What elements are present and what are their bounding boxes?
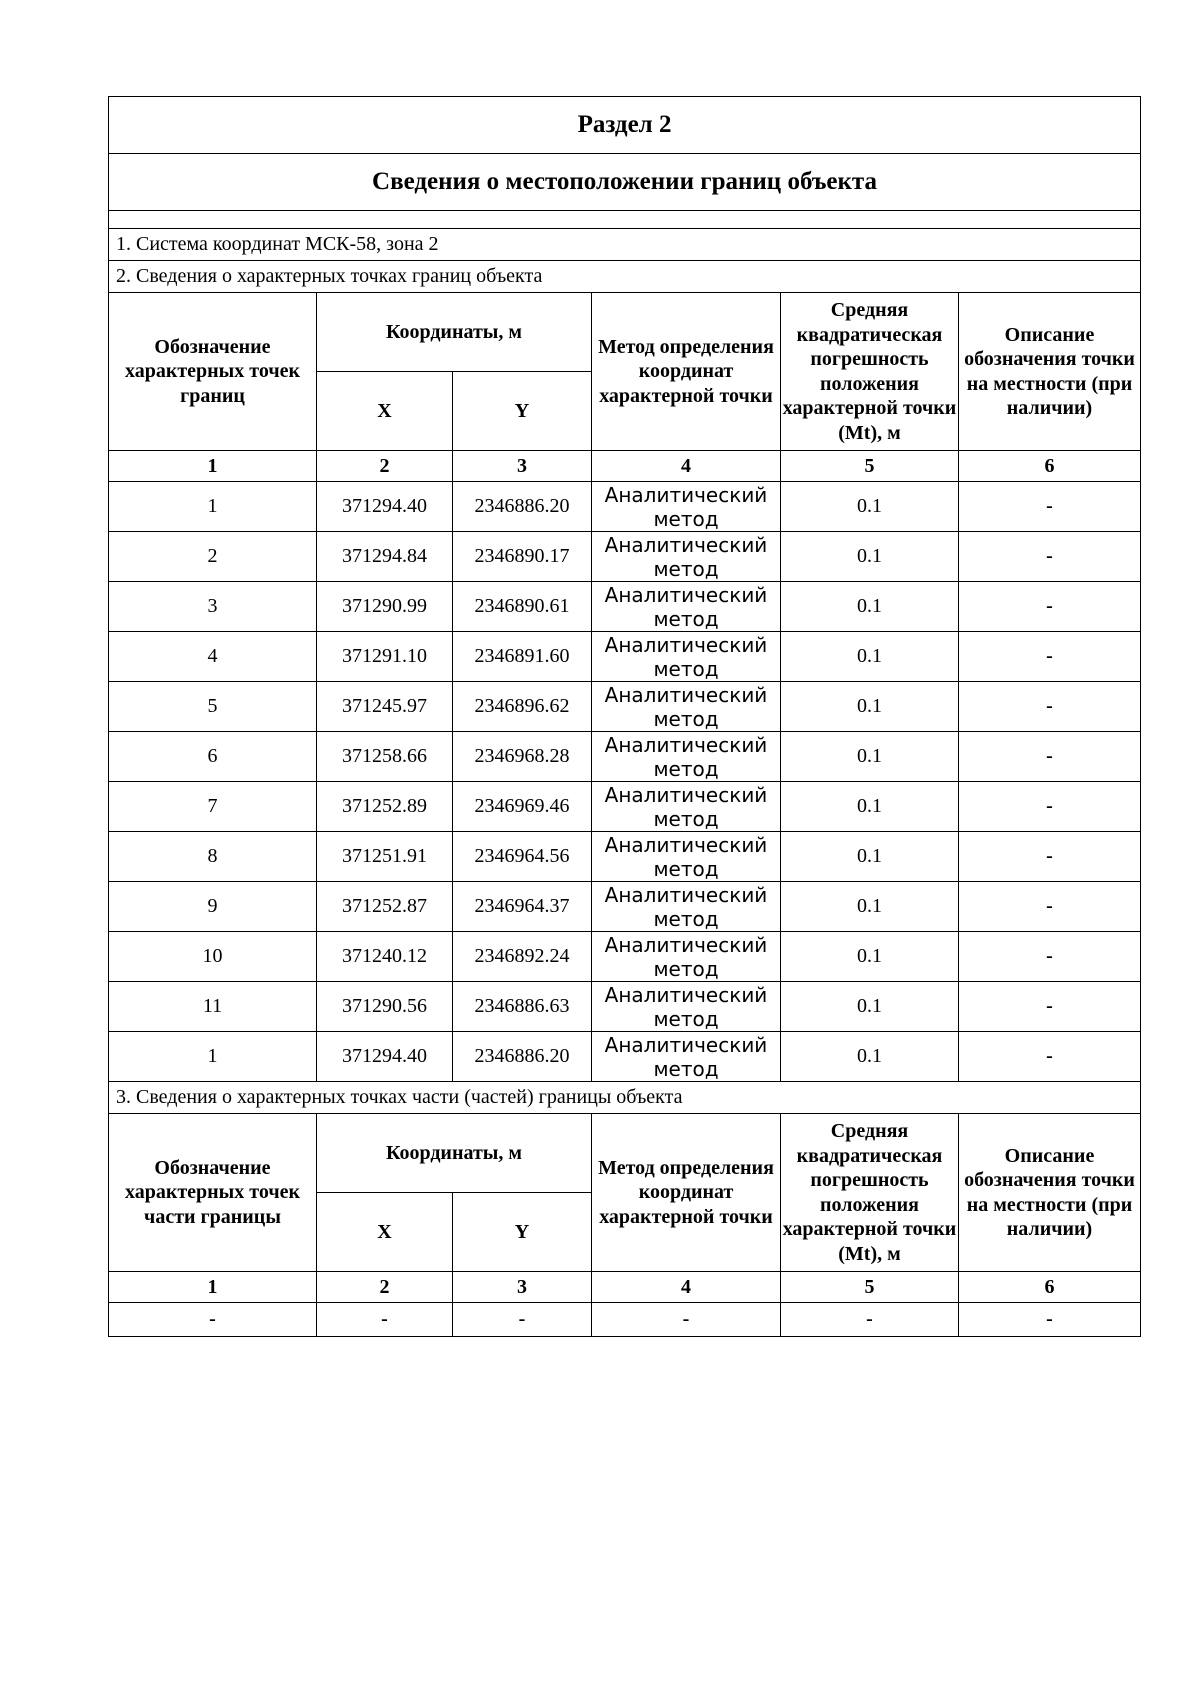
header-error: Средняя квадратическая погрешность положения характерной точки (Mt), м	[781, 293, 959, 451]
point-desc-cell: -	[959, 482, 1141, 532]
col-number: 1	[109, 1272, 317, 1303]
col-number: 2	[317, 1272, 453, 1303]
table-row	[109, 882, 1141, 932]
column-number-row	[109, 1272, 1141, 1303]
point-method-cell: Аналитический метод	[592, 482, 781, 532]
point-method-cell: Аналитический метод	[592, 832, 781, 882]
col-number: 4	[592, 1272, 781, 1303]
col-number: 6	[959, 1272, 1141, 1303]
header-method: Метод определения координат характерной точки	[592, 1114, 781, 1272]
point-method-cell: Аналитический метод	[592, 582, 781, 632]
point-method-cell: Аналитический метод	[592, 682, 781, 732]
point-mt-cell: 0.1	[781, 932, 959, 982]
point-desc-cell: -	[959, 882, 1141, 932]
column-number-row	[109, 451, 1141, 482]
header-coords: Координаты, м	[317, 1114, 592, 1193]
header-description: Описание обозначения точки на местности (при наличии)	[959, 293, 1141, 451]
col-number: 2	[317, 451, 453, 482]
table-row	[109, 582, 1141, 632]
parts-cell: -	[109, 1303, 317, 1337]
point-desc-cell: -	[959, 682, 1141, 732]
point-method-cell: Аналитический метод	[592, 632, 781, 682]
point-y-cell: 2346896.62	[453, 682, 592, 732]
col-number: 3	[453, 1272, 592, 1303]
col-number: 5	[781, 451, 959, 482]
header-y: Y	[453, 372, 592, 451]
point-desc-cell: -	[959, 732, 1141, 782]
parts-cell: -	[317, 1303, 453, 1337]
point-id-cell: 11	[109, 982, 317, 1032]
point-desc-cell: -	[959, 632, 1141, 682]
point-desc-cell: -	[959, 932, 1141, 982]
point-y-cell: 2346890.61	[453, 582, 592, 632]
table-row	[109, 782, 1141, 832]
parts-cell: -	[781, 1303, 959, 1337]
header-x: X	[317, 372, 453, 451]
point-id-cell: 10	[109, 932, 317, 982]
point-x-cell: 371251.91	[317, 832, 453, 882]
table-row	[109, 932, 1141, 982]
point-method-cell: Аналитический метод	[592, 1032, 781, 1082]
point-mt-cell: 0.1	[781, 632, 959, 682]
header-point-label: Обозначение характерных точек границ	[109, 293, 317, 451]
table-row	[109, 532, 1141, 582]
point-mt-cell: 0.1	[781, 832, 959, 882]
point-x-cell: 371258.66	[317, 732, 453, 782]
point-x-cell: 371252.89	[317, 782, 453, 832]
point-desc-cell: -	[959, 582, 1141, 632]
point-mt-cell: 0.1	[781, 732, 959, 782]
point-mt-cell: 0.1	[781, 982, 959, 1032]
table-row	[109, 982, 1141, 1032]
point-mt-cell: 0.1	[781, 682, 959, 732]
point-mt-cell: 0.1	[781, 1032, 959, 1082]
point-mt-cell: 0.1	[781, 882, 959, 932]
col-number: 4	[592, 451, 781, 482]
point-mt-cell: 0.1	[781, 532, 959, 582]
point-desc-cell: -	[959, 832, 1141, 882]
point-x-cell: 371294.84	[317, 532, 453, 582]
point-desc-cell: -	[959, 532, 1141, 582]
point-y-cell: 2346968.28	[453, 732, 592, 782]
header-x: X	[317, 1193, 453, 1272]
points-heading: 2. Сведения о характерных точках границ объекта	[109, 261, 1141, 293]
point-x-cell: 371294.40	[317, 1032, 453, 1082]
point-y-cell: 2346886.20	[453, 1032, 592, 1082]
point-method-cell: Аналитический метод	[592, 932, 781, 982]
parts-cell: -	[959, 1303, 1141, 1337]
point-id-cell: 3	[109, 582, 317, 632]
header-error: Средняя квадратическая погрешность положения характерной точки (Mt), м	[781, 1114, 959, 1272]
col-number: 1	[109, 451, 317, 482]
point-id-cell: 5	[109, 682, 317, 732]
point-x-cell: 371294.40	[317, 482, 453, 532]
point-desc-cell: -	[959, 782, 1141, 832]
point-y-cell: 2346891.60	[453, 632, 592, 682]
point-y-cell: 2346892.24	[453, 932, 592, 982]
header-method: Метод определения координат характерной точки	[592, 293, 781, 451]
point-x-cell: 371245.97	[317, 682, 453, 732]
col-number: 5	[781, 1272, 959, 1303]
point-desc-cell: -	[959, 1032, 1141, 1082]
point-id-cell: 7	[109, 782, 317, 832]
boundary-table	[108, 96, 1141, 1337]
parts-cell: -	[592, 1303, 781, 1337]
point-y-cell: 2346969.46	[453, 782, 592, 832]
point-id-cell: 4	[109, 632, 317, 682]
point-method-cell: Аналитический метод	[592, 532, 781, 582]
header-y: Y	[453, 1193, 592, 1272]
header-coords: Координаты, м	[317, 293, 592, 372]
point-id-cell: 9	[109, 882, 317, 932]
section-title: Раздел 2	[109, 97, 1141, 154]
parts-heading: 3. Сведения о характерных точках части (частей) границы объекта	[109, 1082, 1141, 1114]
point-y-cell: 2346890.17	[453, 532, 592, 582]
table-row	[109, 1032, 1141, 1082]
point-method-cell: Аналитический метод	[592, 732, 781, 782]
table-row	[109, 732, 1141, 782]
point-method-cell: Аналитический метод	[592, 882, 781, 932]
point-y-cell: 2346886.20	[453, 482, 592, 532]
table-row	[109, 632, 1141, 682]
point-id-cell: 6	[109, 732, 317, 782]
point-mt-cell: 0.1	[781, 782, 959, 832]
point-x-cell: 371290.56	[317, 982, 453, 1032]
parts-empty-row	[109, 1303, 1141, 1337]
col-number: 6	[959, 451, 1141, 482]
point-id-cell: 8	[109, 832, 317, 882]
col-number: 3	[453, 451, 592, 482]
document-sheet	[108, 96, 1140, 1337]
header-description: Описание обозначения точки на местности (при наличии)	[959, 1114, 1141, 1272]
point-x-cell: 371291.10	[317, 632, 453, 682]
point-x-cell: 371252.87	[317, 882, 453, 932]
table-row	[109, 832, 1141, 882]
table-row	[109, 482, 1141, 532]
spacer-row	[109, 211, 1141, 229]
point-mt-cell: 0.1	[781, 582, 959, 632]
coord-system-line: 1. Система координат МСК-58, зона 2	[109, 229, 1141, 261]
parts-cell: -	[453, 1303, 592, 1337]
table-row	[109, 682, 1141, 732]
point-y-cell: 2346964.56	[453, 832, 592, 882]
point-id-cell: 1	[109, 1032, 317, 1082]
section-subtitle: Сведения о местоположении границ объекта	[109, 154, 1141, 211]
point-x-cell: 371240.12	[317, 932, 453, 982]
point-y-cell: 2346964.37	[453, 882, 592, 932]
point-method-cell: Аналитический метод	[592, 982, 781, 1032]
point-id-cell: 1	[109, 482, 317, 532]
point-method-cell: Аналитический метод	[592, 782, 781, 832]
point-id-cell: 2	[109, 532, 317, 582]
point-x-cell: 371290.99	[317, 582, 453, 632]
point-desc-cell: -	[959, 982, 1141, 1032]
header-part-point-label: Обозначение характерных точек части границы	[109, 1114, 317, 1272]
point-y-cell: 2346886.63	[453, 982, 592, 1032]
point-mt-cell: 0.1	[781, 482, 959, 532]
